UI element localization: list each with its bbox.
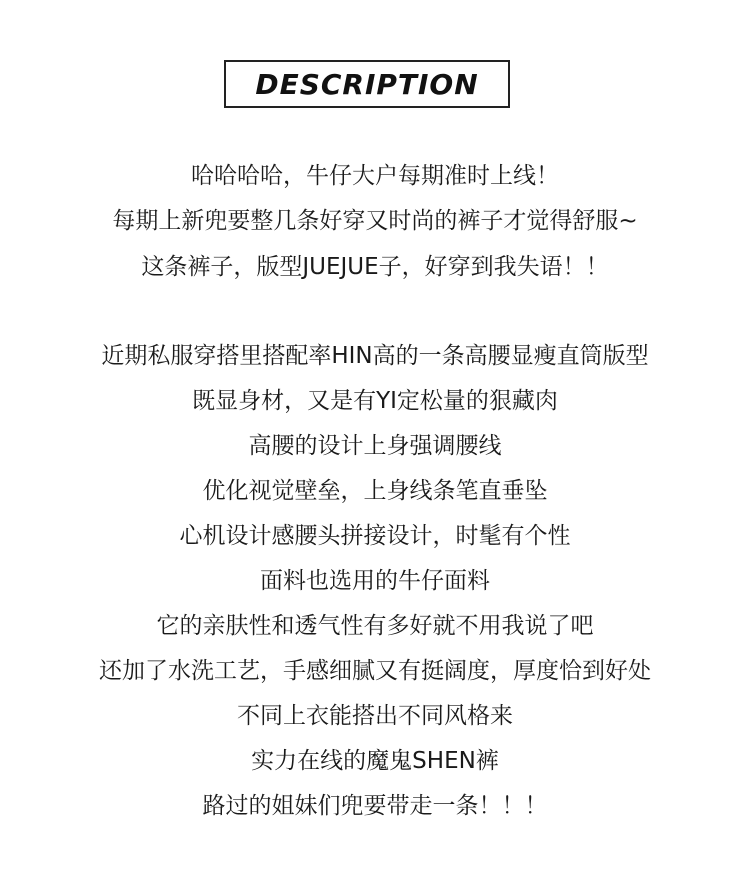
description-line: 高腰的设计上身强调腰线 [248, 433, 502, 459]
description-line: 近期私服穿搭里搭配率HIN高的一条高腰显瘦直筒版型 [101, 343, 649, 369]
description-line: 实力在线的魔鬼SHEN裤 [251, 748, 499, 774]
description-line: 既显身材，又是有YI定松量的狠藏肉 [192, 388, 558, 414]
heading-box [224, 60, 510, 108]
description-line: 还加了水洗工艺，手感细腻又有挺阔度，厚度恰到好处 [99, 658, 651, 684]
description-line: 优化视觉壁垒，上身线条笔直垂坠 [202, 478, 548, 504]
description-line: 路过的姐妹们兜要带走一条！！！ [202, 793, 548, 819]
description-line: 面料也选用的牛仔面料 [260, 568, 490, 594]
description-line: 每期上新兜要整几条好穿又时尚的裤子才觉得舒服~ [112, 208, 638, 234]
description-line: 这条裤子，版型JUEJUE子，好穿到我失语！！ [141, 254, 609, 280]
description-line: 心机设计感腰头拼接设计，时髦有个性 [179, 523, 571, 549]
heading-title: DESCRIPTION [255, 67, 479, 101]
description-line: 哈哈哈哈，牛仔大户每期准时上线！ [191, 163, 559, 189]
description-line: 它的亲肤性和透气性有多好就不用我说了吧 [156, 613, 594, 639]
description-line: 不同上衣能搭出不同风格来 [237, 703, 513, 729]
